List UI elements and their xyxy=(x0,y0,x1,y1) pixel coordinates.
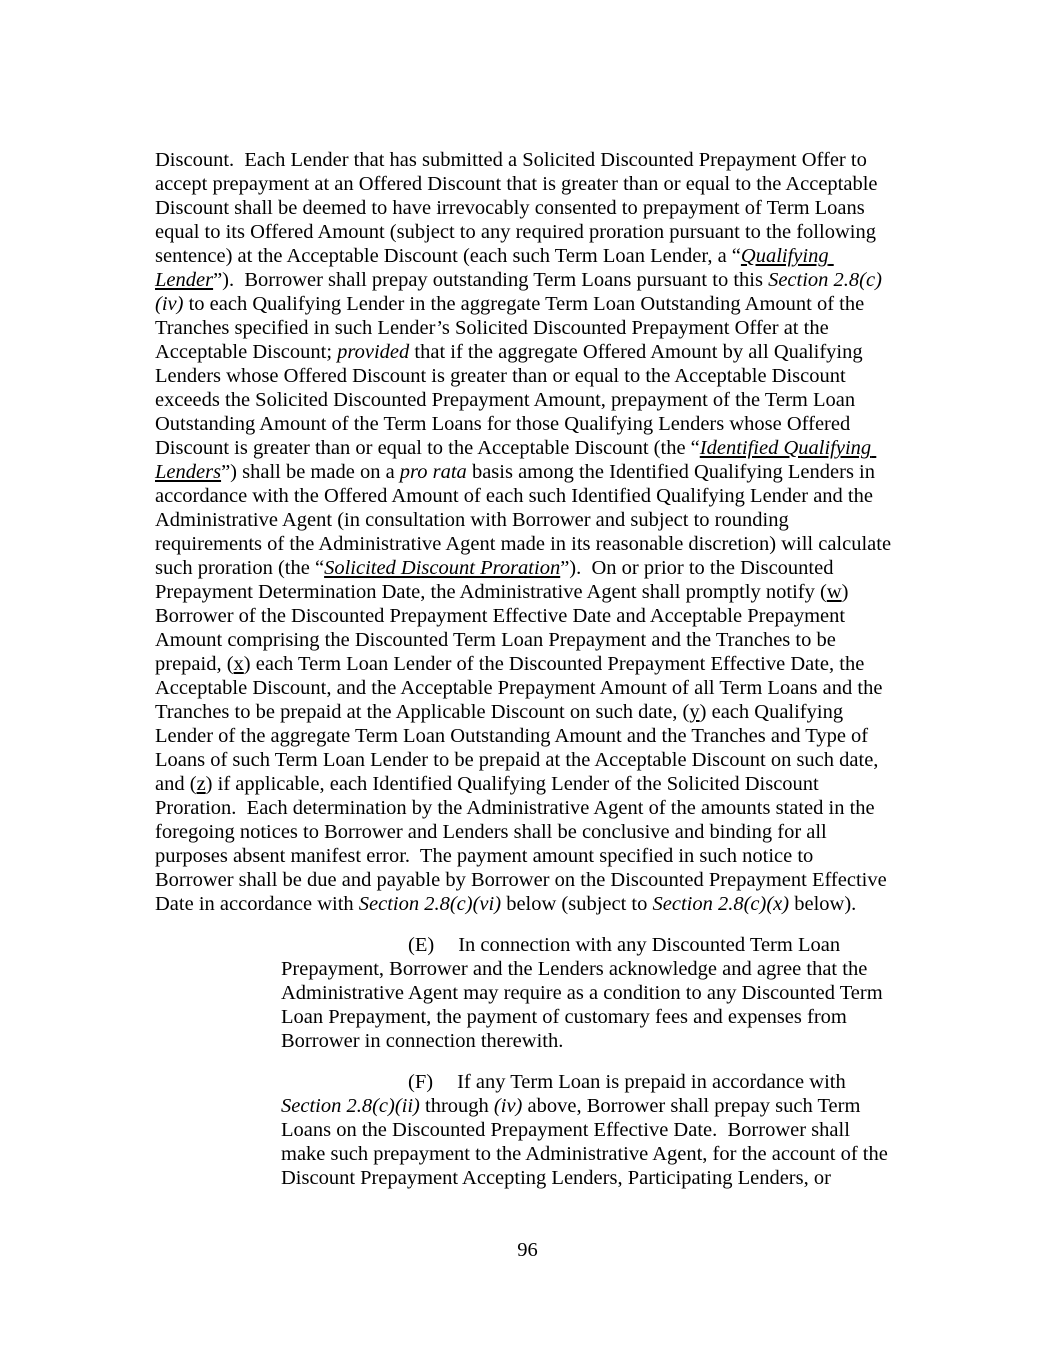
text-run: above, Borrower shall prepay such Term Loans on the Discounted Prepayment Effective Date. Borrower shall make such prepayment to the Administrative Agent, for the account of the Discount Prepayment Accepting Lenders, Participating Lenders, or xyxy=(281,1095,893,1189)
text-run-italic-underline: Solicited Discount Proration xyxy=(324,557,561,579)
text-run-italic-underline: Identified Qualifying Lenders xyxy=(155,437,877,483)
page-number: 96 xyxy=(517,1239,538,1261)
text-run: In connection with any Discounted Term Loan Prepayment, Borrower and the Lenders acknowledge and agree that the Administrative Agent may require as a condition to any Discounted Term Loan Prepayment, the payment of customary fees and expenses from Borrower in connection therewith. xyxy=(281,934,888,1052)
text-run-italic: pro rata xyxy=(399,461,467,483)
text-run-italic: Section 2.8(c)(iv) xyxy=(155,269,882,315)
paragraph-label: (E) xyxy=(408,934,435,956)
text-run-underline: z xyxy=(196,773,206,795)
paragraph-discount-continuation xyxy=(155,148,895,916)
text-run-underline: y xyxy=(689,701,700,723)
text-run: through xyxy=(419,1095,494,1117)
text-run: below). xyxy=(789,893,857,915)
text-run: to each Qualifying Lender in the aggregate Term Loan Outstanding Amount of the Tranches specified in such Lender’s Solicited Discounted Prepayment Offer at the Acceptable Discount; xyxy=(155,293,869,363)
paragraph-label: (F) xyxy=(408,1071,434,1093)
text-run: ) each Term Loan Lender of the Discounted Prepayment Effective Date, the Acceptable Discount, and the Acceptable Prepayment Amount of all Term Loans and the Tranches to be prepaid at the Applicable Discount on such date, ( xyxy=(155,653,888,723)
text-run-italic: provided xyxy=(337,341,410,363)
text-run: that if the aggregate Offered Amount by all Qualifying Lenders whose Offered Discount is greater than or equal to the Acceptable Discount exceeds the Solicited Discounted Prepayment Amount, prepayment of the Term Loan Outstanding Amount of the Term Loans for those Qualifying Lenders whose Offered Discount is greater than or equal to the Acceptable Discount (the “ xyxy=(155,341,868,459)
text-run-underline: x xyxy=(233,653,244,675)
text-run-italic: Section 2.8(c)(vi) xyxy=(358,893,502,915)
text-run: ”). On or prior to the Discounted Prepayment Determination Date, the Administrative Agent shall promptly notify ( xyxy=(155,557,839,603)
text-run: below (subject to xyxy=(501,893,653,915)
paragraph-f xyxy=(281,1070,893,1190)
text-run-italic: Section 2.8(c)(ii) xyxy=(281,1095,420,1117)
text-run-italic: (iv) xyxy=(493,1095,523,1117)
text-run-italic-underline: Qualifying Lender xyxy=(155,245,834,291)
text-run: ) Borrower of the Discounted Prepayment Effective Date and Acceptable Prepayment Amount comprising the Discounted Term Loan Prepayment and the Tranches to be prepaid, ( xyxy=(155,581,854,675)
text-run-italic: Section 2.8(c)(x) xyxy=(652,893,790,915)
paragraph-e xyxy=(281,933,893,1053)
document-body xyxy=(155,148,895,1190)
text-run: If any Term Loan is prepaid in accordance with xyxy=(457,1071,851,1093)
text-run-underline: w xyxy=(826,581,842,603)
text-run: basis among the Identified Qualifying Lenders in accordance with the Offered Amount of each such Identified Qualifying Lender and the Administrative Agent (in consultation with Borrower and subject to rounding requirements of the Administrative Agent made in its reasonable discretion) will calculate such proration (the “ xyxy=(155,461,897,579)
text-run: ) each Qualifying Lender of the aggregate Term Loan Outstanding Amount and the Tranches and Type of Loans of such Term Loan Lender to be prepaid at the Acceptable Discount on such date, and ( xyxy=(155,701,884,795)
text-run: Discount. Each Lender that has submitted a Solicited Discounted Prepayment Offer to accept prepayment at an Offered Discount that is greater than or equal to the Acceptable Discount shall be deemed to have irrevocably consented to prepayment of Term Loans equal to its Offered Amount (subject to any required proration pursuant to the following sentence) at the Acceptable Discount (each such Term Loan Lender, a “ xyxy=(155,149,883,267)
text-run: ) if applicable, each Identified Qualifying Lender of the Solicited Discount Proration. Each determination by the Administrative Agent of the amounts stated in the foregoing notices to Borrower and Lenders shall be conclusive and binding for all purposes absent manifest error. The payment amount specified in such notice to Borrower shall be due and payable by Borrower on the Discounted Prepayment Effective Date in accordance with xyxy=(155,773,892,915)
text-run: ”). Borrower shall prepay outstanding Term Loans pursuant to this xyxy=(213,269,769,291)
text-run: ”) shall be made on a xyxy=(221,461,400,483)
